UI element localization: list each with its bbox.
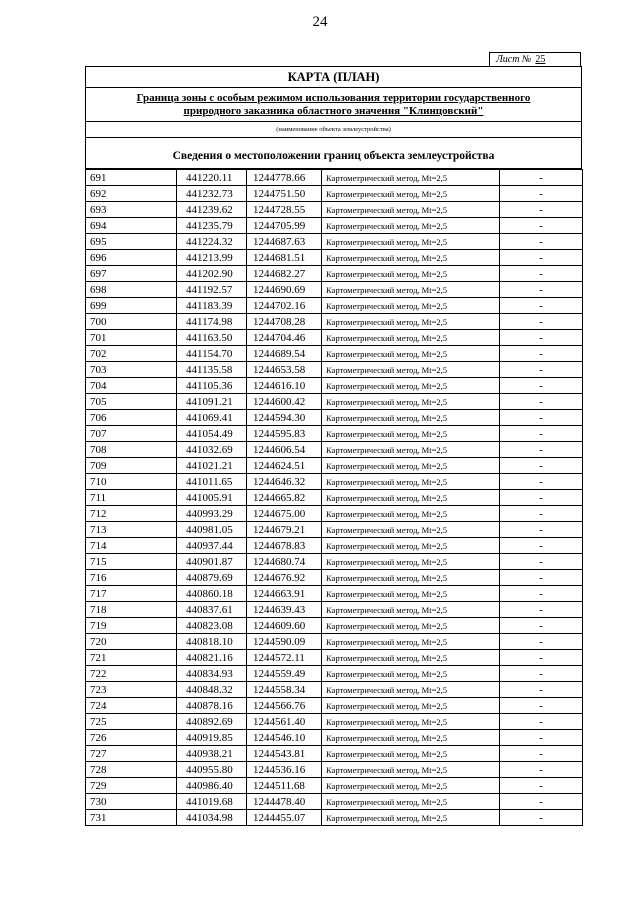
table-row (86, 266, 583, 282)
description-cell: - (500, 298, 583, 314)
point-number-cell: 715 (86, 554, 177, 570)
y-coordinate-cell: 1244708.28 (247, 314, 322, 330)
point-number-cell: 721 (86, 650, 177, 666)
description-cell: - (500, 746, 583, 762)
description-cell: - (500, 442, 583, 458)
y-coordinate-cell: 1244689.54 (247, 346, 322, 362)
point-number-cell: 710 (86, 474, 177, 490)
method-cell: Картометрический метод, Mt=2,5 (322, 314, 500, 330)
table-row (86, 378, 583, 394)
description-cell: - (500, 634, 583, 650)
method-cell: Картометрический метод, Mt=2,5 (322, 506, 500, 522)
method-cell: Картометрический метод, Mt=2,5 (322, 810, 500, 826)
point-number-cell: 722 (86, 666, 177, 682)
method-cell: Картометрический метод, Mt=2,5 (322, 650, 500, 666)
y-coordinate-cell: 1244702.16 (247, 298, 322, 314)
table-row (86, 522, 583, 538)
table-row (86, 282, 583, 298)
x-coordinate-cell: 441163.50 (177, 330, 247, 346)
table-row (86, 666, 583, 682)
point-number-cell: 712 (86, 506, 177, 522)
y-coordinate-cell: 1244678.83 (247, 538, 322, 554)
y-coordinate-cell: 1244590.09 (247, 634, 322, 650)
page-number: 24 (312, 14, 328, 30)
point-number-cell: 723 (86, 682, 177, 698)
table-row (86, 170, 583, 186)
description-cell: - (500, 282, 583, 298)
y-coordinate-cell: 1244559.49 (247, 666, 322, 682)
x-coordinate-cell: 440919.85 (177, 730, 247, 746)
x-coordinate-cell: 441105.36 (177, 378, 247, 394)
description-cell: - (500, 570, 583, 586)
point-number-cell: 718 (86, 602, 177, 618)
table-row (86, 250, 583, 266)
table-row (86, 650, 583, 666)
method-cell: Картометрический метод, Mt=2,5 (322, 666, 500, 682)
section-title: Сведения о местоположении границ объекта землеустройства (172, 150, 495, 162)
method-cell: Картометрический метод, Mt=2,5 (322, 250, 500, 266)
method-cell: Картометрический метод, Mt=2,5 (322, 634, 500, 650)
description-cell: - (500, 314, 583, 330)
method-cell: Картометрический метод, Mt=2,5 (322, 202, 500, 218)
table-row (86, 810, 583, 826)
method-cell: Картометрический метод, Mt=2,5 (322, 410, 500, 426)
document-header (85, 66, 582, 169)
method-cell: Картометрический метод, Mt=2,5 (322, 394, 500, 410)
description-cell: - (500, 426, 583, 442)
point-number-cell: 695 (86, 234, 177, 250)
description-cell: - (500, 266, 583, 282)
map-title: КАРТА (ПЛАН) (86, 67, 581, 88)
table-row (86, 762, 583, 778)
y-coordinate-cell: 1244558.34 (247, 682, 322, 698)
table-row (86, 794, 583, 810)
x-coordinate-cell: 440837.61 (177, 602, 247, 618)
point-number-cell: 694 (86, 218, 177, 234)
description-cell: - (500, 234, 583, 250)
x-coordinate-cell: 440879.69 (177, 570, 247, 586)
method-cell: Картометрический метод, Mt=2,5 (322, 570, 500, 586)
point-number-cell: 701 (86, 330, 177, 346)
y-coordinate-cell: 1244681.51 (247, 250, 322, 266)
point-number-cell: 726 (86, 730, 177, 746)
method-cell: Картометрический метод, Mt=2,5 (322, 330, 500, 346)
y-coordinate-cell: 1244600.42 (247, 394, 322, 410)
x-coordinate-cell: 441135.58 (177, 362, 247, 378)
zone-name-line-2: природного заказника областного значения "Клинцовский" (183, 105, 484, 117)
point-number-cell: 711 (86, 490, 177, 506)
point-number-cell: 707 (86, 426, 177, 442)
x-coordinate-cell: 440860.18 (177, 586, 247, 602)
method-cell: Картометрический метод, Mt=2,5 (322, 186, 500, 202)
y-coordinate-cell: 1244705.99 (247, 218, 322, 234)
description-cell: - (500, 698, 583, 714)
point-number-cell: 725 (86, 714, 177, 730)
object-caption: (наименование объекта землеустройства) (86, 122, 581, 138)
x-coordinate-cell: 441054.49 (177, 426, 247, 442)
x-coordinate-cell: 441224.32 (177, 234, 247, 250)
x-coordinate-cell: 441235.79 (177, 218, 247, 234)
point-number-cell: 724 (86, 698, 177, 714)
y-coordinate-cell: 1244680.74 (247, 554, 322, 570)
table-row (86, 698, 583, 714)
point-number-cell: 728 (86, 762, 177, 778)
method-cell: Картометрический метод, Mt=2,5 (322, 346, 500, 362)
description-cell: - (500, 490, 583, 506)
x-coordinate-cell: 441202.90 (177, 266, 247, 282)
method-cell: Картометрический метод, Mt=2,5 (322, 794, 500, 810)
x-coordinate-cell: 441091.21 (177, 394, 247, 410)
description-cell: - (500, 506, 583, 522)
y-coordinate-cell: 1244624.51 (247, 458, 322, 474)
point-number-cell: 716 (86, 570, 177, 586)
description-cell: - (500, 378, 583, 394)
x-coordinate-cell: 440981.05 (177, 522, 247, 538)
y-coordinate-cell: 1244728.55 (247, 202, 322, 218)
sheet-number: 25 (535, 54, 546, 65)
table-row (86, 506, 583, 522)
description-cell: - (500, 250, 583, 266)
x-coordinate-cell: 440823.08 (177, 618, 247, 634)
method-cell: Картометрический метод, Mt=2,5 (322, 522, 500, 538)
point-number-cell: 692 (86, 186, 177, 202)
point-number-cell: 729 (86, 778, 177, 794)
table-row (86, 346, 583, 362)
description-cell: - (500, 778, 583, 794)
method-cell: Картометрический метод, Mt=2,5 (322, 234, 500, 250)
x-coordinate-cell: 440955.80 (177, 762, 247, 778)
x-coordinate-cell: 440901.87 (177, 554, 247, 570)
x-coordinate-cell: 441069.41 (177, 410, 247, 426)
point-number-cell: 720 (86, 634, 177, 650)
x-coordinate-cell: 440892.69 (177, 714, 247, 730)
table-row (86, 314, 583, 330)
x-coordinate-cell: 441220.11 (177, 170, 247, 186)
y-coordinate-cell: 1244646.32 (247, 474, 322, 490)
y-coordinate-cell: 1244595.83 (247, 426, 322, 442)
description-cell: - (500, 666, 583, 682)
method-cell: Картометрический метод, Mt=2,5 (322, 266, 500, 282)
y-coordinate-cell: 1244751.50 (247, 186, 322, 202)
y-coordinate-cell: 1244546.10 (247, 730, 322, 746)
description-cell: - (500, 346, 583, 362)
table-row (86, 330, 583, 346)
method-cell: Картометрический метод, Mt=2,5 (322, 282, 500, 298)
coordinates-table-body (86, 170, 583, 826)
point-number-cell: 708 (86, 442, 177, 458)
description-cell: - (500, 410, 583, 426)
table-row (86, 570, 583, 586)
x-coordinate-cell: 440878.16 (177, 698, 247, 714)
method-cell: Картометрический метод, Mt=2,5 (322, 714, 500, 730)
description-cell: - (500, 170, 583, 186)
point-number-cell: 727 (86, 746, 177, 762)
y-coordinate-cell: 1244676.92 (247, 570, 322, 586)
method-cell: Картометрический метод, Mt=2,5 (322, 538, 500, 554)
method-cell: Картометрический метод, Mt=2,5 (322, 682, 500, 698)
table-row (86, 186, 583, 202)
point-number-cell: 703 (86, 362, 177, 378)
description-cell: - (500, 730, 583, 746)
x-coordinate-cell: 441021.21 (177, 458, 247, 474)
description-cell: - (500, 202, 583, 218)
x-coordinate-cell: 441239.62 (177, 202, 247, 218)
x-coordinate-cell: 441192.57 (177, 282, 247, 298)
zone-name (86, 88, 581, 122)
method-cell: Картометрический метод, Mt=2,5 (322, 442, 500, 458)
table-row (86, 458, 583, 474)
method-cell: Картометрический метод, Mt=2,5 (322, 458, 500, 474)
description-cell: - (500, 794, 583, 810)
y-coordinate-cell: 1244572.11 (247, 650, 322, 666)
table-row (86, 474, 583, 490)
y-coordinate-cell: 1244682.27 (247, 266, 322, 282)
method-cell: Картометрический метод, Mt=2,5 (322, 170, 500, 186)
table-row (86, 394, 583, 410)
x-coordinate-cell: 440937.44 (177, 538, 247, 554)
point-number-cell: 713 (86, 522, 177, 538)
method-cell: Картометрический метод, Mt=2,5 (322, 602, 500, 618)
y-coordinate-cell: 1244543.81 (247, 746, 322, 762)
description-cell: - (500, 218, 583, 234)
description-cell: - (500, 554, 583, 570)
table-row (86, 602, 583, 618)
description-cell: - (500, 330, 583, 346)
y-coordinate-cell: 1244663.91 (247, 586, 322, 602)
description-cell: - (500, 522, 583, 538)
table-row (86, 362, 583, 378)
y-coordinate-cell: 1244561.40 (247, 714, 322, 730)
description-cell: - (500, 618, 583, 634)
table-row (86, 298, 583, 314)
table-row (86, 634, 583, 650)
x-coordinate-cell: 441032.69 (177, 442, 247, 458)
y-coordinate-cell: 1244536.16 (247, 762, 322, 778)
y-coordinate-cell: 1244511.68 (247, 778, 322, 794)
table-row (86, 682, 583, 698)
description-cell: - (500, 682, 583, 698)
x-coordinate-cell: 441011.65 (177, 474, 247, 490)
description-cell: - (500, 362, 583, 378)
method-cell: Картометрический метод, Mt=2,5 (322, 762, 500, 778)
table-row (86, 538, 583, 554)
description-cell: - (500, 474, 583, 490)
y-coordinate-cell: 1244639.43 (247, 602, 322, 618)
x-coordinate-cell: 441174.98 (177, 314, 247, 330)
y-coordinate-cell: 1244665.82 (247, 490, 322, 506)
y-coordinate-cell: 1244687.63 (247, 234, 322, 250)
method-cell: Картометрический метод, Mt=2,5 (322, 554, 500, 570)
table-row (86, 202, 583, 218)
point-number-cell: 704 (86, 378, 177, 394)
point-number-cell: 702 (86, 346, 177, 362)
table-row (86, 554, 583, 570)
sheet-label: Лист № (496, 54, 532, 65)
method-cell: Картометрический метод, Mt=2,5 (322, 362, 500, 378)
y-coordinate-cell: 1244679.21 (247, 522, 322, 538)
method-cell: Картометрический метод, Mt=2,5 (322, 378, 500, 394)
y-coordinate-cell: 1244704.46 (247, 330, 322, 346)
x-coordinate-cell: 440986.40 (177, 778, 247, 794)
method-cell: Картометрический метод, Mt=2,5 (322, 218, 500, 234)
method-cell: Картометрический метод, Mt=2,5 (322, 426, 500, 442)
point-number-cell: 731 (86, 810, 177, 826)
y-coordinate-cell: 1244616.10 (247, 378, 322, 394)
method-cell: Картометрический метод, Mt=2,5 (322, 746, 500, 762)
description-cell: - (500, 586, 583, 602)
x-coordinate-cell: 441232.73 (177, 186, 247, 202)
y-coordinate-cell: 1244675.00 (247, 506, 322, 522)
point-number-cell: 700 (86, 314, 177, 330)
coordinates-table (85, 169, 583, 826)
x-coordinate-cell: 440938.21 (177, 746, 247, 762)
table-row (86, 714, 583, 730)
table-row (86, 234, 583, 250)
method-cell: Картометрический метод, Mt=2,5 (322, 490, 500, 506)
description-cell: - (500, 538, 583, 554)
method-cell: Картометрический метод, Mt=2,5 (322, 698, 500, 714)
description-cell: - (500, 762, 583, 778)
y-coordinate-cell: 1244690.69 (247, 282, 322, 298)
point-number-cell: 706 (86, 410, 177, 426)
point-number-cell: 693 (86, 202, 177, 218)
x-coordinate-cell: 441213.99 (177, 250, 247, 266)
method-cell: Картометрический метод, Mt=2,5 (322, 586, 500, 602)
point-number-cell: 730 (86, 794, 177, 810)
description-cell: - (500, 602, 583, 618)
method-cell: Картометрический метод, Mt=2,5 (322, 618, 500, 634)
table-row (86, 442, 583, 458)
point-number-cell: 709 (86, 458, 177, 474)
x-coordinate-cell: 440818.10 (177, 634, 247, 650)
point-number-cell: 691 (86, 170, 177, 186)
sheet-number-box (489, 52, 581, 66)
method-cell: Картометрический метод, Mt=2,5 (322, 730, 500, 746)
y-coordinate-cell: 1244594.30 (247, 410, 322, 426)
x-coordinate-cell: 441005.91 (177, 490, 247, 506)
point-number-cell: 719 (86, 618, 177, 634)
y-coordinate-cell: 1244609.60 (247, 618, 322, 634)
y-coordinate-cell: 1244606.54 (247, 442, 322, 458)
x-coordinate-cell: 440993.29 (177, 506, 247, 522)
table-row (86, 490, 583, 506)
point-number-cell: 699 (86, 298, 177, 314)
x-coordinate-cell: 441154.70 (177, 346, 247, 362)
description-cell: - (500, 394, 583, 410)
table-row (86, 730, 583, 746)
x-coordinate-cell: 441034.98 (177, 810, 247, 826)
point-number-cell: 705 (86, 394, 177, 410)
x-coordinate-cell: 441019.68 (177, 794, 247, 810)
point-number-cell: 714 (86, 538, 177, 554)
table-row (86, 586, 583, 602)
x-coordinate-cell: 440821.16 (177, 650, 247, 666)
x-coordinate-cell: 440834.93 (177, 666, 247, 682)
description-cell: - (500, 458, 583, 474)
table-row (86, 410, 583, 426)
table-row (86, 218, 583, 234)
point-number-cell: 717 (86, 586, 177, 602)
description-cell: - (500, 714, 583, 730)
y-coordinate-cell: 1244653.58 (247, 362, 322, 378)
point-number-cell: 698 (86, 282, 177, 298)
description-cell: - (500, 810, 583, 826)
description-cell: - (500, 186, 583, 202)
method-cell: Картометрический метод, Mt=2,5 (322, 778, 500, 794)
table-row (86, 618, 583, 634)
method-cell: Картометрический метод, Mt=2,5 (322, 298, 500, 314)
table-row (86, 426, 583, 442)
table-row (86, 778, 583, 794)
y-coordinate-cell: 1244566.76 (247, 698, 322, 714)
y-coordinate-cell: 1244478.40 (247, 794, 322, 810)
point-number-cell: 697 (86, 266, 177, 282)
table-row (86, 746, 583, 762)
zone-name-line-1: Граница зоны с особым режимом использования территории государственного (136, 92, 531, 104)
y-coordinate-cell: 1244455.07 (247, 810, 322, 826)
description-cell: - (500, 650, 583, 666)
method-cell: Картометрический метод, Mt=2,5 (322, 474, 500, 490)
x-coordinate-cell: 440848.32 (177, 682, 247, 698)
x-coordinate-cell: 441183.39 (177, 298, 247, 314)
point-number-cell: 696 (86, 250, 177, 266)
y-coordinate-cell: 1244778.66 (247, 170, 322, 186)
